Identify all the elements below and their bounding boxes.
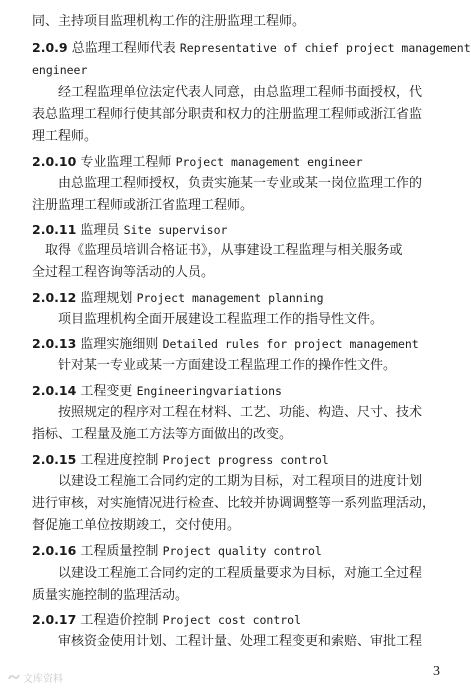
paragraph-text: 按照规定的程序对工程在材料、工艺、功能、构造、尺寸、技术 [58,405,423,420]
paragraph-text: 取得《监理员培训合格证书》，从事建设工程监理与相关服务或 [45,243,403,258]
text-line [32,424,440,446]
term-chinese: 监理员 [76,223,124,238]
clause-heading [32,287,440,309]
paragraph-text: 督促施工单位按期竣工，交付使用。 [32,518,241,533]
term-english: Detailed rules for project management [162,337,419,351]
clause-number: 2.0.16 [32,543,77,558]
text-line [32,126,440,148]
paragraph-text: 由总监理工程师授权，负责实施某一专业或某一岗位监理工作的 [58,176,423,191]
term-english: Representative of chief project management [179,41,471,55]
paragraph-text: 表总监理工程师行使其部分职责和权力的注册监理工程师或浙江省监 [32,107,423,122]
text-line [32,355,440,377]
clause-heading [32,380,440,402]
paragraph-text: 同、主持项目监理机构工作的注册监理工程师。 [32,14,306,29]
term-english: Site supervisor [123,223,228,237]
paragraph-text: 审核资金使用计划、工程计量、处理工程变更和索赔、审批工程 [58,634,423,649]
term-english: Project cost control [162,613,302,627]
term-chinese: 工程造价控制 [76,613,163,628]
clause-heading [32,219,440,241]
paragraph-text: 全过程工程咨询等活动的人员。 [32,265,215,280]
paragraph-text: 理工程师。 [32,129,98,144]
term-english: engineer [32,63,88,77]
clause-heading [32,449,440,471]
term-chinese: 工程进度控制 [76,453,163,468]
text-line [32,262,440,284]
term-english: Project management engineer [175,155,363,169]
text-line [32,631,440,653]
text-line [32,59,440,81]
text-line [32,173,440,195]
text-line [32,309,440,331]
term-english: Project management planning [136,291,324,305]
clause-number: 2.0.14 [32,383,77,398]
term-chinese: 工程变更 [76,384,137,399]
paragraph-text: 针对某一专业或某一方面建设工程监理工作的操作性文件。 [58,358,397,373]
text-line [32,195,440,217]
text-line [32,402,440,424]
paragraph-text: 注册监理工程师或浙江省监理工程师。 [32,198,254,213]
term-chinese: 专业监理工程师 [76,155,176,170]
clause-heading [32,540,440,562]
watermark-text: 文库资料 [23,674,63,685]
paragraph-text: 进行审核，对实施情况进行检查、比较并协调调整等一系列监理活动， [32,496,436,511]
term-english: Engineeringvariations [136,384,282,398]
clause-number: 2.0.10 [32,154,77,169]
clause-number: 2.0.17 [32,612,77,627]
clause-heading [32,333,440,355]
text-line [32,563,440,585]
text-line [32,493,440,515]
text-line [32,104,440,126]
term-chinese: 总监理工程师代表 [67,41,180,56]
clause-number: 2.0.11 [32,222,77,237]
clause-number: 2.0.9 [32,40,68,55]
paragraph-text: 经工程监理单位法定代表人同意，由总监理工程师书面授权，代 [58,85,423,100]
paragraph-text: 质量实施控制的监理活动。 [32,588,189,603]
text-line [32,82,440,104]
clause-heading [32,609,440,631]
term-chinese: 监理实施细则 [76,337,163,352]
page-number: 3 [433,664,440,679]
paragraph-text: 以建设工程施工合同约定的工程质量要求为目标，对施工全过程 [58,566,423,581]
paragraph-text: 以建设工程施工合同约定的工期为目标，对工程项目的进度计划 [58,474,423,489]
paragraph-text: 项目监理机构全面开展建设工程监理工作的指导性文件。 [58,312,384,327]
clause-number: 2.0.13 [32,336,77,351]
text-line [32,471,440,493]
clause-number: 2.0.15 [32,452,77,467]
watermark [8,670,63,685]
term-chinese: 监理规划 [76,291,137,306]
term-english: Project progress control [162,453,329,467]
term-chinese: 工程质量控制 [76,544,163,559]
clause-heading [32,37,471,59]
text-line [32,515,440,537]
clause-heading [32,151,440,173]
text-line [32,11,440,33]
paragraph-text: 指标、工程量及施工方法等方面做出的改变。 [32,427,293,442]
term-english: Project quality control [162,544,322,558]
text-line [32,240,440,262]
text-line [32,585,440,607]
watermark-logo-icon [8,673,20,682]
clause-number: 2.0.12 [32,290,77,305]
